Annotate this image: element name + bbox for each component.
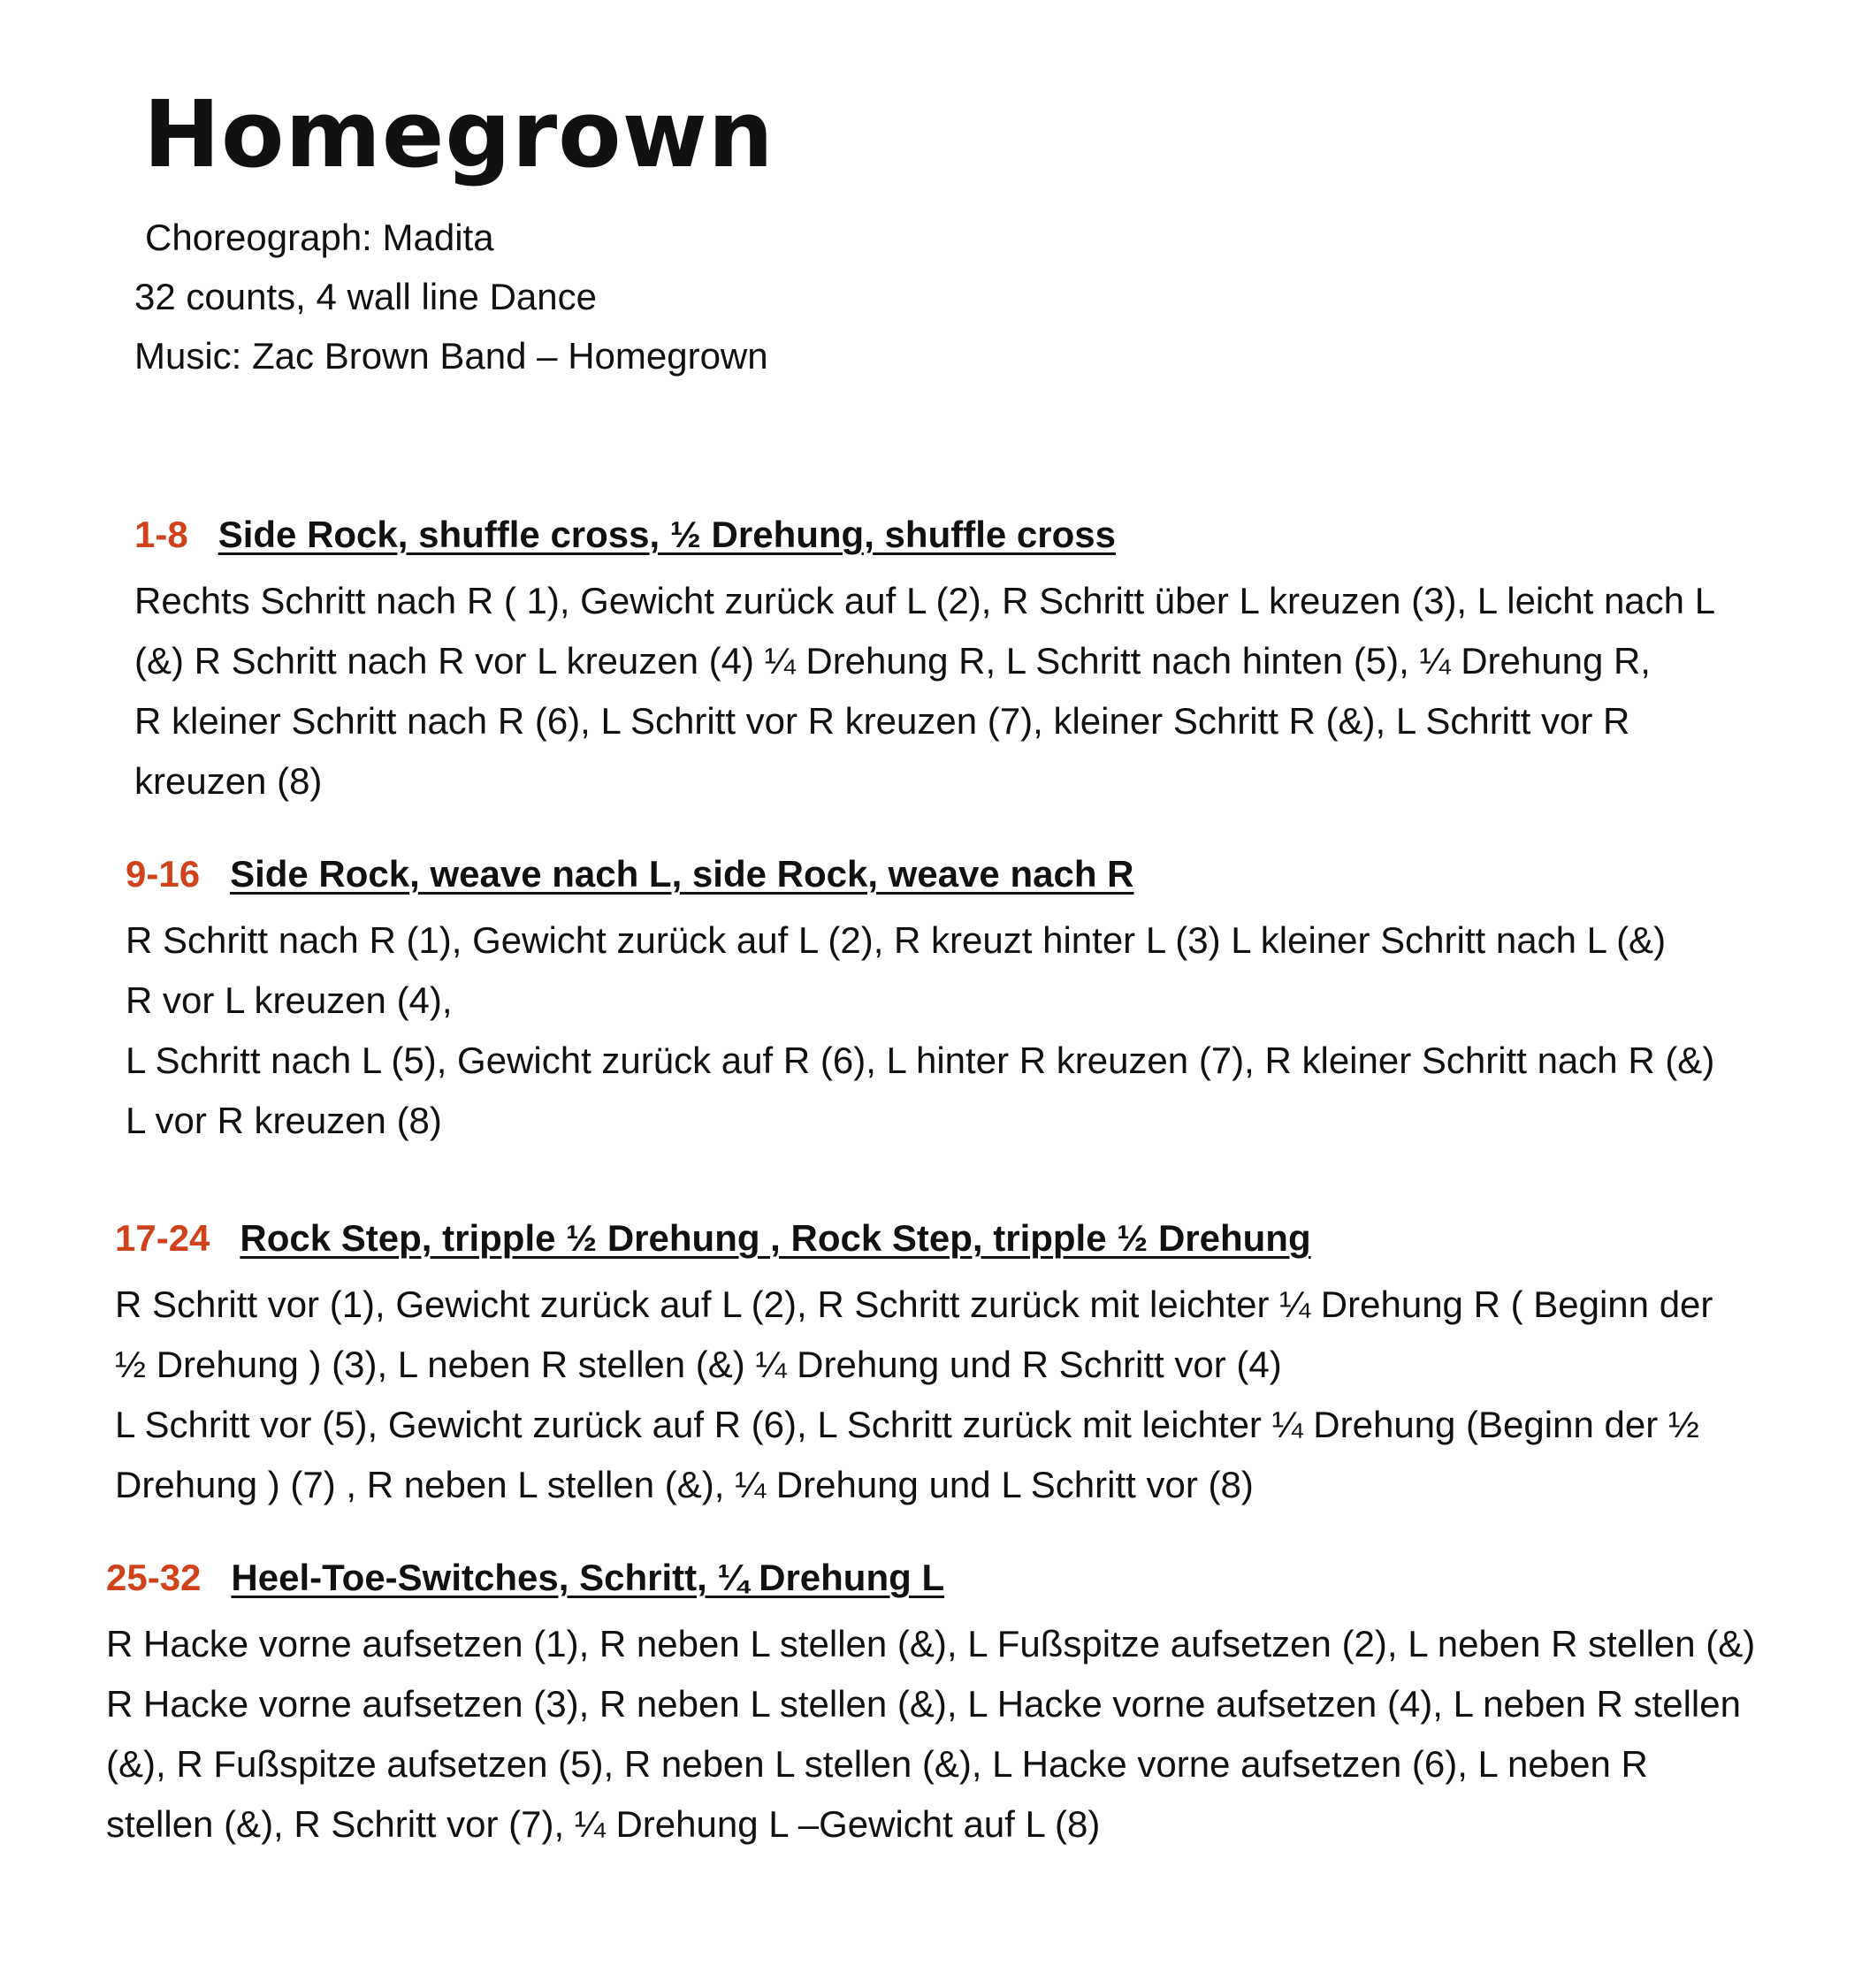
step-line: R kleiner Schritt nach R (6), L Schritt vor R kreuzen (7), kleiner Schritt R (&), L Schritt vor R [134, 700, 1630, 742]
section-9-16 [126, 853, 1715, 1151]
section-count: 1-8 [134, 514, 188, 555]
counts-line: 32 counts, 4 wall line Dance [134, 276, 597, 317]
section-heading [134, 516, 1715, 553]
step-line: L Schritt vor (5), Gewicht zurück auf R (6), L Schritt zurück mit leichter ¼ Drehung (Beginn der ½ [115, 1404, 1699, 1445]
music-line: Music: Zac Brown Band – Homegrown [134, 335, 768, 377]
step-line: L Schritt nach L (5), Gewicht zurück auf R (6), L hinter R kreuzen (7), R kleiner Schritt nach R (&) [126, 1040, 1715, 1081]
step-line: (&) R Schritt nach R vor L kreuzen (4) ¼ Drehung R, L Schritt nach hinten (5), ¼ Drehung R, [134, 640, 1651, 682]
step-line: Rechts Schritt nach R ( 1), Gewicht zurück auf L (2), R Schritt über L kreuzen (3), L leicht nach L [134, 580, 1716, 621]
step-line: kreuzen (8) [134, 760, 323, 802]
step-line: R vor L kreuzen (4), [126, 979, 453, 1021]
section-title: Heel-Toe-Switches, Schritt, ¼ Drehung L [231, 1557, 945, 1598]
section-1-8 [134, 516, 1715, 811]
step-line: R Schritt nach R (1), Gewicht zurück auf L (2), R kreuzt hinter L (3) L kleiner Schritt nach L (&) [126, 919, 1667, 961]
step-line: ½ Drehung ) (3), L neben R stellen (&) ¼ Drehung und R Schritt vor (4) [115, 1344, 1282, 1385]
section-17-24 [115, 1217, 1713, 1515]
step-line: R Schritt vor (1), Gewicht zurück auf L (2), R Schritt zurück mit leichter ¼ Drehung R ( Beginn der [115, 1283, 1713, 1325]
step-line: stellen (&), R Schritt vor (7), ¼ Drehung L –Gewicht auf L (8) [106, 1803, 1101, 1845]
section-title: Side Rock, shuffle cross, ½ Drehung, shuffle cross [217, 514, 1116, 555]
step-line: R Hacke vorne aufsetzen (3), R neben L stellen (&), L Hacke vorne aufsetzen (4), L neben R stellen [106, 1683, 1741, 1725]
section-title: Rock Step, tripple ½ Drehung , Rock Step, tripple ½ Drehung [240, 1217, 1311, 1259]
step-line: Drehung ) (7) , R neben L stellen (&), ¼ Drehung und L Schritt vor (8) [115, 1464, 1254, 1505]
section-count: 17-24 [115, 1217, 210, 1259]
section-heading [106, 1559, 1755, 1596]
section-count: 9-16 [126, 853, 201, 895]
section-25-32 [106, 1559, 1755, 1855]
step-line: R Hacke vorne aufsetzen (1), R neben L stellen (&), L Fußspitze aufsetzen (2), L neben R stellen (&) [106, 1623, 1756, 1664]
section-heading [115, 1217, 1713, 1259]
section-title: Side Rock, weave nach L, side Rock, weave nach R [230, 853, 1134, 895]
step-line: (&), R Fußspitze aufsetzen (5), R neben L stellen (&), L Hacke vorne aufsetzen (6), L neben R [106, 1743, 1648, 1785]
choreographer-line: Choreograph: Madita [145, 217, 494, 258]
page-title: Homegrown [143, 80, 775, 188]
step-line: L vor R kreuzen (8) [126, 1100, 442, 1141]
section-count: 25-32 [106, 1557, 202, 1598]
section-heading [126, 853, 1714, 895]
